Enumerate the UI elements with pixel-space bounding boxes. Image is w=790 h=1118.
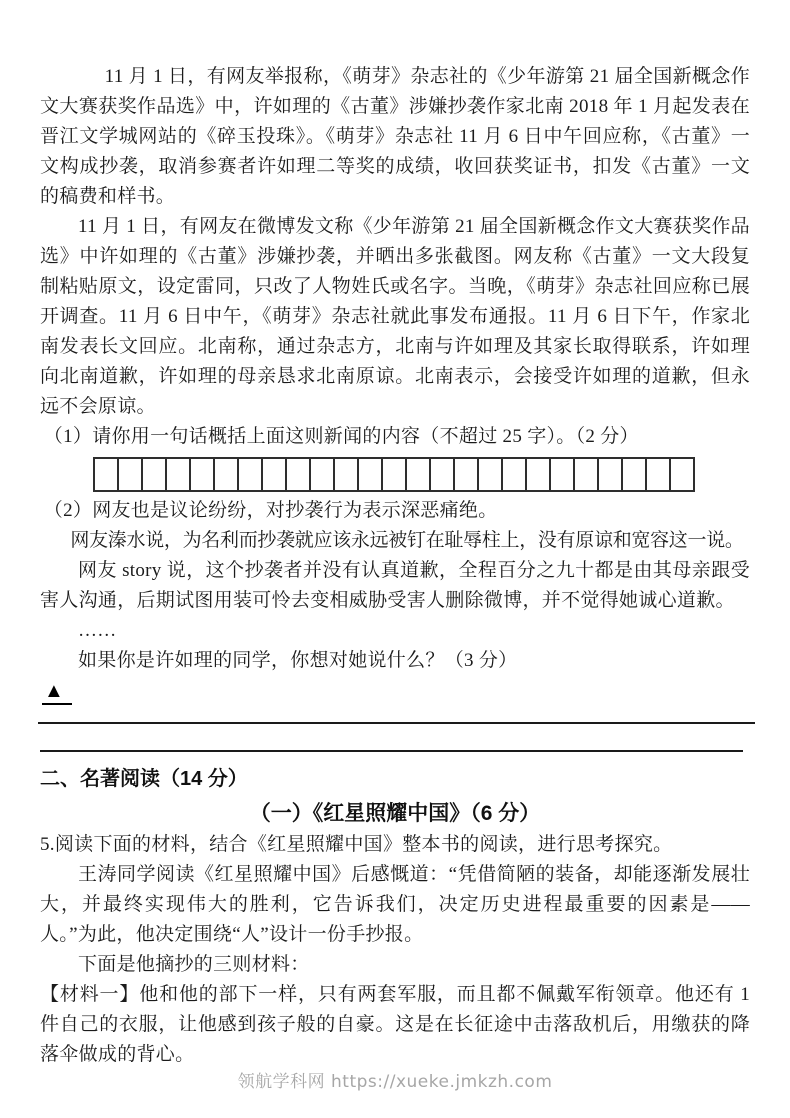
answer-grid-cell: [527, 459, 551, 490]
answer-grid-cell: [647, 459, 671, 490]
answer-grid-cell: [479, 459, 503, 490]
question-5-intro: 5.阅读下面的材料，结合《红星照耀中国》整本书的阅读，进行思考探究。: [40, 834, 673, 855]
answer-grid-cell: [263, 459, 287, 490]
news-paragraph-1: 11 月 1 日，有网友举报称，《萌芽》杂志社的《少年游第 21 届全国新概念作文大赛获奖作品选》中，许如理的《古董》涉嫌抄袭作家北南 2018 年 1 月起发表在晋江文学城网站的《碎玉投珠》。《萌芽》杂志社 11 月 6 日中午回应称，《古董》一文构成抄袭，取消参赛者许如理二等奖的成绩，收回获奖证书，扣发《古董》一文的稿费和样书。: [40, 66, 750, 207]
answer-marker-row: [42, 680, 750, 708]
answer-grid-cell: [311, 459, 335, 490]
section-heading: 二、名著阅读（14 分）: [40, 768, 248, 790]
watermark: 领航学科网 https://xueke.jmkzh.com: [237, 1072, 553, 1092]
answer-grid-cell: [575, 459, 599, 490]
answer-grid-cell: [551, 459, 575, 490]
answer-grid: [93, 457, 695, 492]
answer-grid-cell: [287, 459, 311, 490]
answer-grid-cell: [359, 459, 383, 490]
answer-grid-cell: [431, 459, 455, 490]
answer-grid-cell: [95, 459, 119, 490]
answer-grid-cell: [671, 459, 693, 490]
question-3: 如果你是许如理的同学，你想对她说什么？（3 分）: [78, 650, 518, 671]
subsection-heading: （一）《红星照耀中国》（6 分）: [249, 802, 541, 825]
ellipsis-line: ……: [78, 620, 117, 641]
answer-line-2: [40, 750, 743, 752]
answer-grid-cell: [383, 459, 407, 490]
materials-intro: 下面是他摘抄的三则材料：: [78, 954, 310, 975]
answer-grid-cell: [407, 459, 431, 490]
answer-grid-cell: [215, 459, 239, 490]
question-1: （1）请你用一句话概括上面这则新闻的内容（不超过 25 字）。（2 分）: [43, 426, 639, 447]
question-5-paragraph: 王涛同学阅读《红星照耀中国》后感慨道：“凭借简陋的装备，却能逐渐发展壮大，并最终实现伟大的胜利，它告诉我们，决定历史进程最重要的因素是——人。”为此，他决定围绕“人”设计一份手抄报。: [40, 864, 750, 945]
answer-grid-cell: [191, 459, 215, 490]
answer-grid-cell: [239, 459, 263, 490]
answer-grid-cell: [455, 459, 479, 490]
material-1-paragraph: 【材料一】他和他的部下一样，只有两套军服，而且都不佩戴军衔领章。他还有 1 件自己的衣服，让他感到孩子般的自豪。这是在长征途中击落敌机后，用缴获的降落伞做成的背心。: [40, 984, 750, 1065]
answer-line-1: [38, 722, 755, 724]
answer-grid-cell: [623, 459, 647, 490]
answer-marker-triangle-icon: ▲: [42, 680, 72, 705]
answer-grid-cell: [335, 459, 359, 490]
news-paragraph-2: 11 月 1 日，有网友在微博发文称《少年游第 21 届全国新概念作文大赛获奖作品选》中许如理的《古董》涉嫌抄袭，并晒出多张截图。网友称《古董》一文大段复制粘贴原文，设定雷同，只改了人物姓氏或名字。当晚，《萌芽》杂志社回应称已展开调查。11 月 6 日中午，《萌芽》杂志社就此事发布通报。11 月 6 日下午，作家北南发表长文回应。北南称，通过杂志方，北南与许如理及其家长取得联系，许如理向北南道歉，许如理的母亲恳求北南原谅。北南表示，会接受许如理的道歉，但永远不会原谅。: [40, 216, 750, 417]
answer-grid-cell: [599, 459, 623, 490]
netizen-comment-2: 网友 story 说，这个抄袭者并没有认真道歉，全程百分之九十都是由其母亲跟受害人沟通，后期试图用装可怜去变相威胁受害人删除微博，并不觉得她诚心道歉。: [40, 560, 750, 611]
answer-grid-cell: [167, 459, 191, 490]
answer-grid-cell: [119, 459, 143, 490]
answer-grid-cell: [503, 459, 527, 490]
netizen-comment-1: 网友溱水说，为名利而抄袭就应该永远被钉在耻辱柱上，没有原谅和宽容这一说。: [70, 530, 744, 551]
answer-grid-cell: [143, 459, 167, 490]
question-2: （2）网友也是议论纷纷，对抄袭行为表示深恶痛绝。: [43, 500, 498, 521]
